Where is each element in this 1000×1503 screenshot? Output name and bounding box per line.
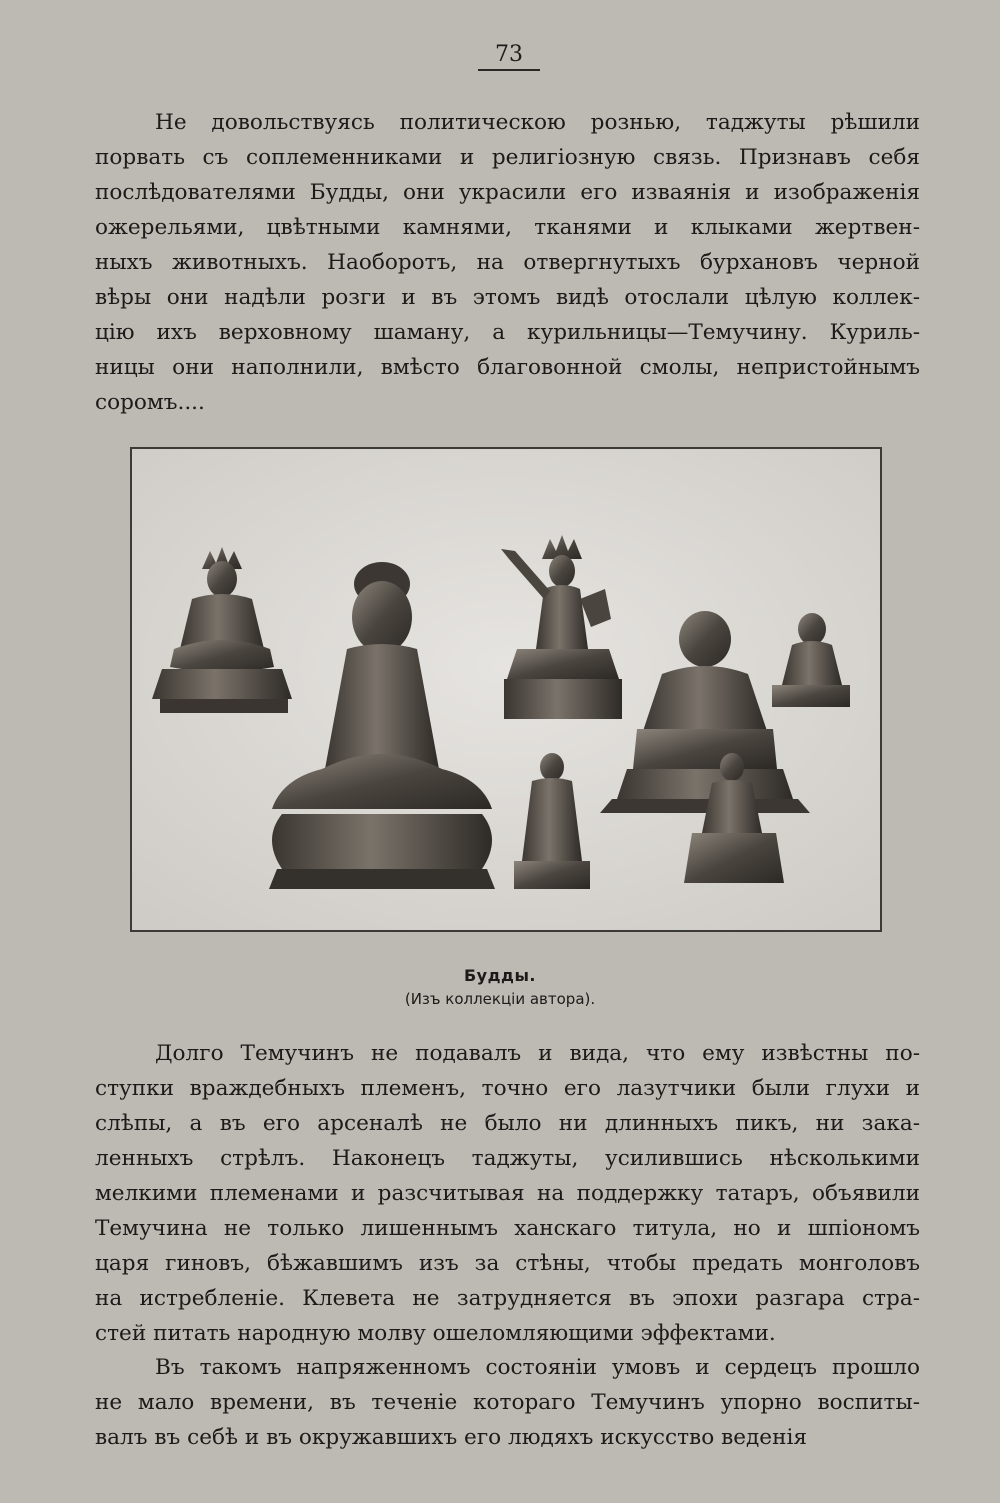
page-number: 73: [478, 42, 540, 71]
text-line: стей питать народную молву ошеломляющими эффектами.: [95, 1321, 776, 1346]
text-line: царя гиновъ, бѣжавшимъ изъ за стѣны, чтобы предать монголовъ: [95, 1251, 920, 1276]
text-line: мелкими племенами и разсчитывая на поддержку татаръ, объявили: [95, 1181, 920, 1206]
text-line: ожерельями, цвѣтными камнями, тканями и клыками жертвен-: [95, 215, 920, 240]
text-line: соромъ....: [95, 390, 205, 415]
figure-caption-title: Будды.: [463, 966, 536, 985]
text-line: послѣдователями Будды, они украсили его изваянiя и изображенiя: [95, 180, 920, 205]
text-line: ленныхъ стрѣлъ. Наконецъ таджуты, усилившись нѣсколькими: [95, 1146, 920, 1171]
text-line: на истребленiе. Клевета не затрудняется въ эпохи разгара стра-: [95, 1286, 920, 1311]
text-line: вѣры они надѣли розги и въ этомъ видѣ отослали цѣлую коллек-: [95, 285, 920, 310]
figure-caption-source: (Изъ коллекцiи автора).: [404, 990, 596, 1008]
text-line: порвать съ соплеменниками и религiозную связь. Признавъ себя: [95, 145, 920, 170]
text-line: ницы они наполнили, вмѣсто благовонной смолы, непристойнымъ: [95, 355, 920, 380]
buddha-statues-photo: [130, 447, 882, 932]
text-line: ныхъ животныхъ. Наоборотъ, на отвергнутыхъ бурхановъ черной: [95, 250, 920, 275]
text-line: Не довольствуясь политическою рознью, таджуты рѣшили: [155, 110, 920, 135]
paragraph-1: [95, 105, 920, 420]
text-line: валъ въ себѣ и въ окружавшихъ его людяхъ искусство веденiя: [95, 1425, 808, 1450]
text-line: не мало времени, въ теченiе котораго Темучинъ упорно воспиты-: [95, 1390, 920, 1415]
paragraph-2: [95, 1036, 920, 1351]
paragraph-3: [95, 1350, 920, 1455]
text-line: ступки враждебныхъ племенъ, точно его лазутчики были глухи и: [95, 1076, 920, 1101]
text-line: Въ такомъ напряженномъ состоянiи умовъ и сердецъ прошло: [155, 1355, 920, 1380]
text-line: Долго Темучинъ не подавалъ и вида, что ему извѣстны по-: [155, 1041, 920, 1066]
text-line: слѣпы, а въ его арсеналѣ не было ни длинныхъ пикъ, ни зака-: [95, 1111, 920, 1136]
text-line: Темучина не только лишеннымъ ханскаго титула, но и шпiономъ: [95, 1216, 920, 1241]
text-line: цiю ихъ верховному шаману, а курильницы—Темучину. Куриль-: [95, 320, 920, 345]
